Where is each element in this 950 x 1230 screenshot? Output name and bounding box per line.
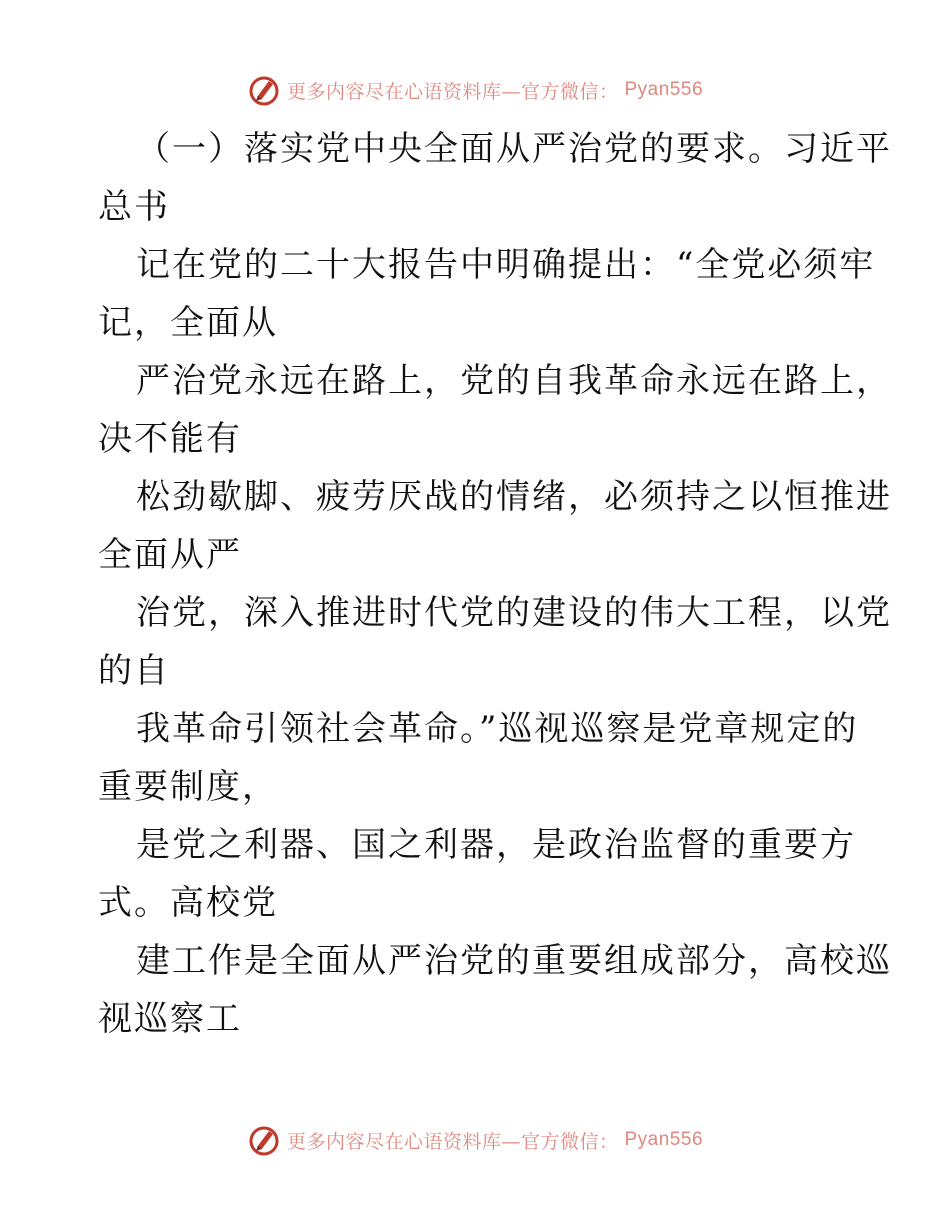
watermark-text: 更多内容尽在心语资料库—官方微信： bbox=[286, 80, 619, 103]
text-line: 记在党的二十大报告中明确提出：“全党必须牢 bbox=[136, 245, 876, 285]
text-line: 式。高校党 bbox=[98, 883, 278, 923]
text-line: 我革命引领社会革命。”巡视巡察是党章规定的 bbox=[136, 709, 859, 749]
watermark-wechat-id: Pyan556 bbox=[624, 1129, 704, 1150]
text-line: 记，全面从 bbox=[98, 303, 278, 343]
text-line: 决不能有 bbox=[98, 419, 242, 459]
pen-logo-icon bbox=[247, 73, 281, 107]
text-line: 总书 bbox=[98, 187, 170, 227]
text-line: 治党，深入推进时代党的建设的伟大工程，以党 bbox=[136, 593, 892, 633]
document-body bbox=[98, 120, 892, 1048]
text-line: 的自 bbox=[98, 651, 170, 691]
text-line: 重要制度， bbox=[98, 767, 278, 807]
text-line: 是党之利器、国之利器，是政治监督的重要方 bbox=[136, 825, 856, 865]
text-line: 松劲歇脚、疲劳厌战的情绪，必须持之以恒推进 bbox=[136, 477, 892, 517]
watermark-text: 更多内容尽在心语资料库—官方微信： bbox=[286, 1130, 619, 1153]
text-line: 全面从严 bbox=[98, 535, 242, 575]
pen-logo-icon bbox=[247, 1123, 281, 1157]
text-line: 视巡察工 bbox=[98, 999, 242, 1039]
watermark-wechat-id: Pyan556 bbox=[624, 79, 704, 100]
header-watermark bbox=[0, 70, 950, 110]
text-line: 建工作是全面从严治党的重要组成部分，高校巡 bbox=[136, 941, 892, 981]
footer-watermark bbox=[0, 1120, 950, 1160]
text-line: 严治党永远在路上，党的自我革命永远在路上， bbox=[136, 361, 892, 401]
text-line: （一）落实党中央全面从严治党的要求。习近平 bbox=[136, 129, 892, 169]
